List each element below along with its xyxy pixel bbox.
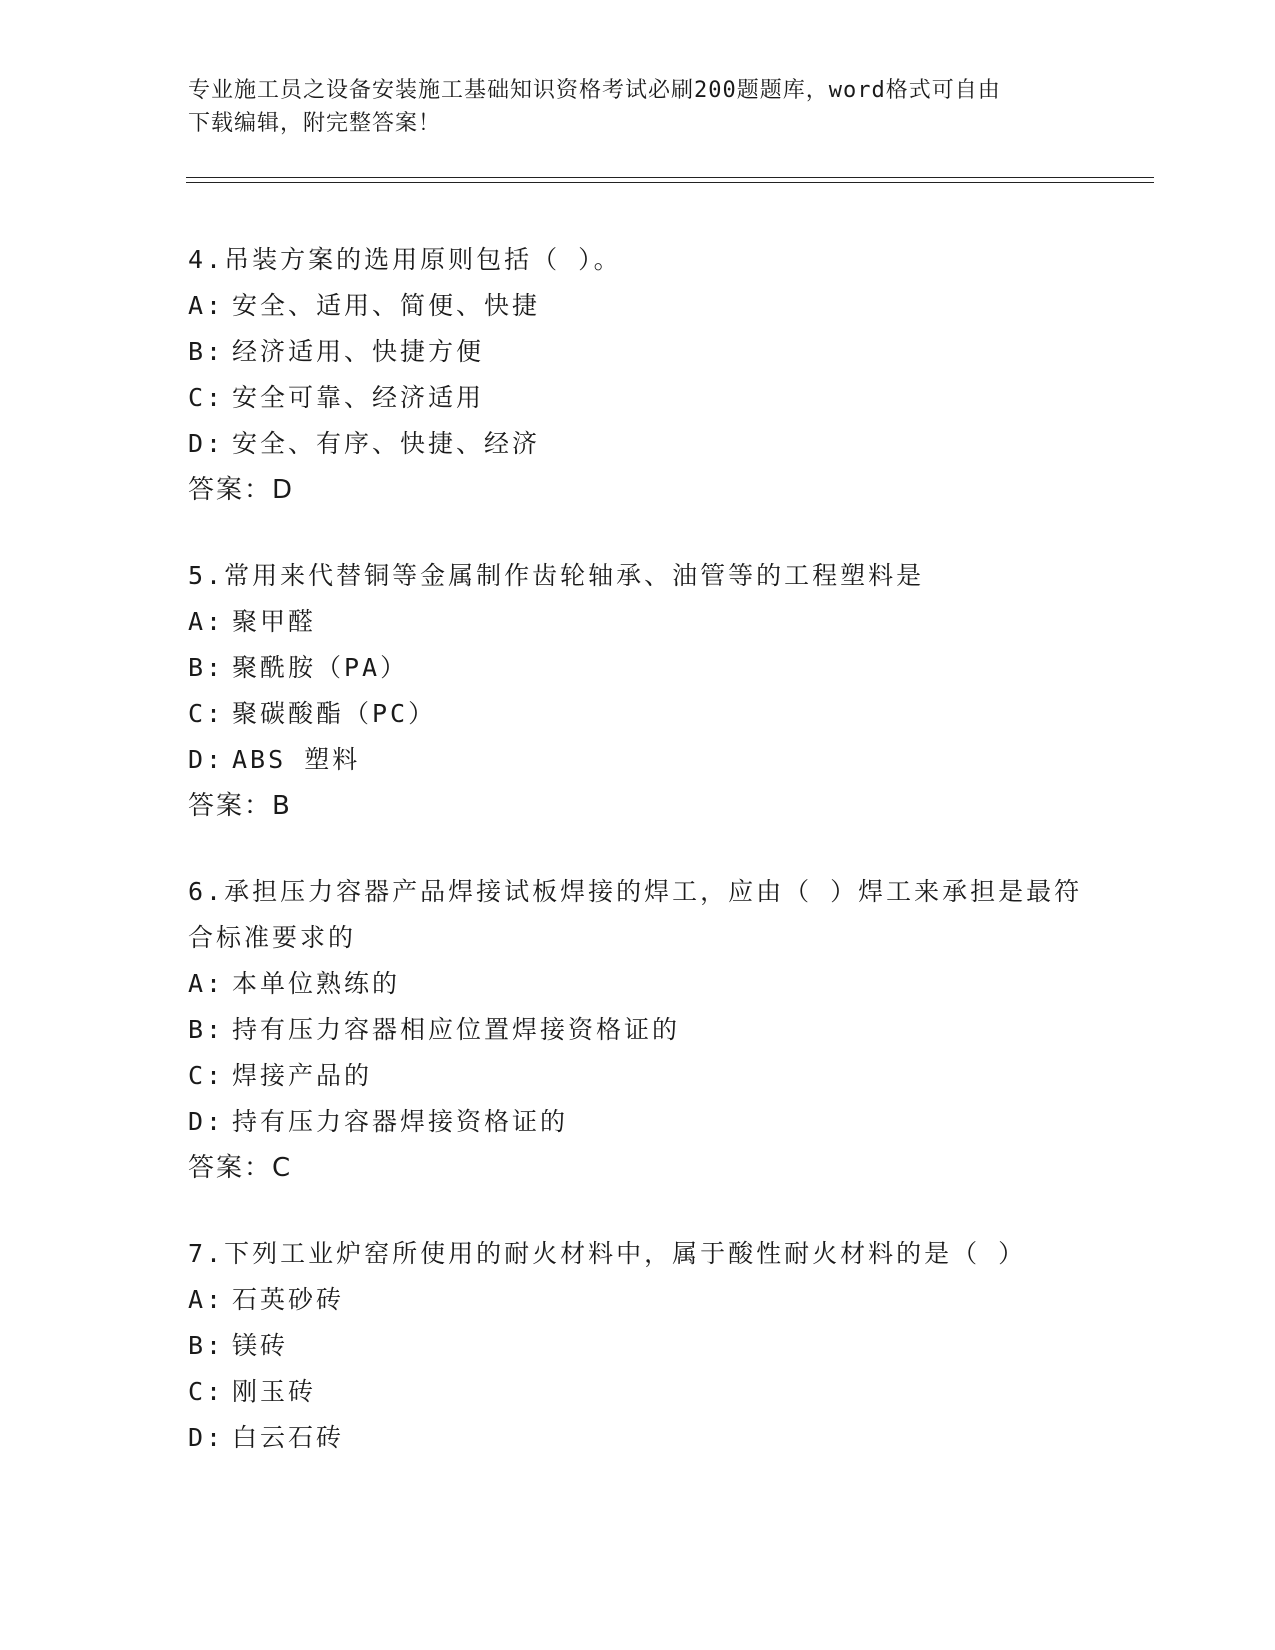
option-b [188, 1323, 1088, 1369]
option-c [188, 1369, 1088, 1415]
option-text: 聚甲醛 [232, 607, 317, 636]
option-text: 经济适用、快捷方便 [232, 337, 485, 366]
option-text: 安全可靠、经济适用 [232, 383, 485, 412]
header-divider-bottom [186, 182, 1154, 183]
option-key: B: [188, 1015, 225, 1044]
option-key: D: [188, 1423, 225, 1452]
question-stem: 6.承担压力容器产品焊接试板焊接的焊工，应由（ ）焊工来承担是最符合标准要求的 [188, 877, 1083, 952]
question-stem: 7.下列工业炉窑所使用的耐火材料中，属于酸性耐火材料的是（ ） [188, 1239, 1027, 1268]
option-d [188, 421, 1088, 467]
option-b [188, 645, 1088, 691]
question-list [188, 237, 1088, 1501]
option-key: B: [188, 653, 225, 682]
header-line-1: 专业施工员之设备安装施工基础知识资格考试必刷200题题库，word格式可自由 [188, 78, 1001, 103]
document-header [188, 74, 1078, 140]
option-c [188, 375, 1088, 421]
option-key: A: [188, 969, 225, 998]
option-b [188, 329, 1088, 375]
option-key: A: [188, 1285, 225, 1314]
option-key: B: [188, 337, 225, 366]
option-text: 刚玉砖 [232, 1377, 317, 1406]
option-text: 持有压力容器焊接资格证的 [232, 1107, 569, 1136]
option-a [188, 961, 1088, 1007]
option-text: 镁砖 [232, 1331, 289, 1360]
option-a [188, 1277, 1088, 1323]
option-key: C: [188, 1061, 225, 1090]
option-key: C: [188, 699, 225, 728]
option-key: C: [188, 1377, 225, 1406]
option-key: C: [188, 383, 225, 412]
option-text: 白云石砖 [232, 1423, 345, 1452]
question-5 [188, 553, 1088, 829]
option-a [188, 283, 1088, 329]
option-d [188, 1099, 1088, 1145]
header-line-2: 下载编辑，附完整答案！ [188, 111, 442, 136]
option-key: B: [188, 1331, 225, 1360]
option-key: A: [188, 607, 225, 636]
option-text: 安全、适用、简便、快捷 [232, 291, 541, 320]
question-stem: 5.常用来代替铜等金属制作齿轮轴承、油管等的工程塑料是 [188, 561, 925, 590]
answer-line: 答案：C [188, 1153, 293, 1183]
option-text: 焊接产品的 [232, 1061, 373, 1090]
question-4 [188, 237, 1088, 513]
option-text: 持有压力容器相应位置焊接资格证的 [232, 1015, 681, 1044]
option-key: D: [188, 1107, 225, 1136]
option-text: 本单位熟练的 [232, 969, 401, 998]
option-a [188, 599, 1088, 645]
option-text: ABS 塑料 [232, 745, 361, 774]
option-c [188, 1053, 1088, 1099]
answer-line: 答案：B [188, 791, 292, 821]
option-key: D: [188, 429, 225, 458]
question-6 [188, 869, 1088, 1191]
option-key: A: [188, 291, 225, 320]
option-d [188, 737, 1088, 783]
question-stem: 4.吊装方案的选用原则包括（ ）。 [188, 245, 622, 274]
option-d [188, 1415, 1088, 1461]
option-text: 石英砂砖 [232, 1285, 345, 1314]
option-text: 安全、有序、快捷、经济 [232, 429, 541, 458]
option-b [188, 1007, 1088, 1053]
header-divider-top [186, 177, 1154, 178]
option-text: 聚碳酸酯（PC） [232, 699, 437, 728]
question-7 [188, 1231, 1088, 1461]
option-c [188, 691, 1088, 737]
option-text: 聚酰胺（PA） [232, 653, 409, 682]
answer-line: 答案：D [188, 475, 295, 505]
option-key: D: [188, 745, 225, 774]
